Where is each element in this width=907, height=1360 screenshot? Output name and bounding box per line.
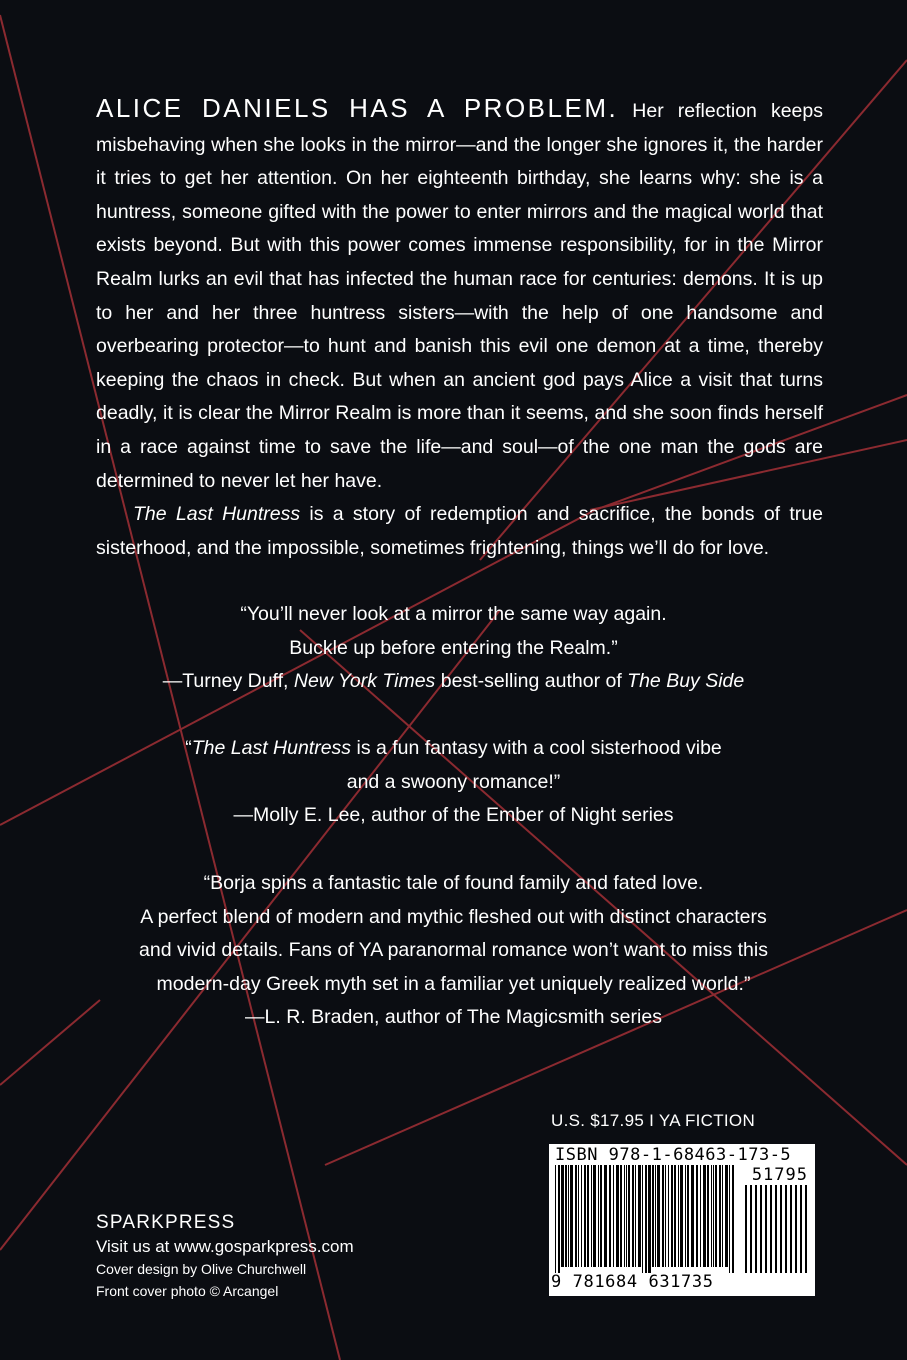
- barcode-addon-bar: [780, 1185, 782, 1273]
- barcode-addon-bar: [760, 1185, 762, 1273]
- barcode-bar: [587, 1165, 589, 1267]
- book-title-italic: The Last Huntress: [133, 503, 301, 526]
- barcode-addon-bar: [805, 1185, 807, 1273]
- barcode-bar: [732, 1165, 734, 1273]
- barcode-bar: [624, 1165, 625, 1267]
- barcode-bar: [565, 1165, 567, 1267]
- quote-line: Buckle up before entering the Realm.”: [289, 636, 618, 659]
- barcode-bar: [662, 1165, 664, 1267]
- barcode-bar: [665, 1165, 666, 1267]
- attribution-book-title: The Buy Side: [627, 670, 745, 693]
- quote-line: and a swoony romance!”: [346, 770, 561, 793]
- barcode-bar: [671, 1165, 673, 1267]
- quote-line: A perfect blend of modern and mythic fleshed out with distinct characters: [140, 905, 767, 928]
- endorsement-quote-braden: [60, 867, 847, 1035]
- attribution-name: —Turney Duff,: [162, 670, 294, 693]
- barcode-addon-bar: [790, 1185, 792, 1273]
- quote-line: modern-day Greek myth set in a familiar yet uniquely realized world.”: [156, 972, 751, 995]
- barcode-bar: [729, 1165, 730, 1273]
- barcode-addon-bar: [775, 1185, 777, 1273]
- barcode-addon-bar: [745, 1185, 747, 1273]
- barcode-bar: [655, 1165, 656, 1267]
- endorsement-quote-lee: [60, 732, 847, 833]
- blurb-paragraph-2: [96, 498, 823, 565]
- barcode-bar: [700, 1165, 701, 1267]
- blurb-paragraph-1: [96, 92, 823, 498]
- barcode-bar: [645, 1165, 647, 1273]
- quote-attribution: —Molly E. Lee, author of the Ember of Night series: [233, 804, 674, 827]
- blurb-summary-text: is a story of redemption and sacrifice, the bonds of true sisterhood, and the impossible, sometimes frightening, things we’ll do for love.: [96, 503, 823, 559]
- barcode-bar: [561, 1165, 564, 1267]
- barcode-addon-bar: [785, 1185, 787, 1273]
- barcode-bar: [642, 1165, 643, 1273]
- barcode-bar: [570, 1165, 573, 1267]
- barcode-bar: [613, 1165, 614, 1267]
- barcode-bar: [628, 1165, 630, 1267]
- barcode-bar: [657, 1165, 660, 1267]
- barcode-addon-bar: [765, 1185, 767, 1273]
- barcode-addon-bar: [770, 1185, 772, 1273]
- isbn-barcode: [549, 1144, 815, 1296]
- blurb-lead-heading: ALICE DANIELS HAS A PROBLEM.: [96, 93, 619, 123]
- cover-photo-credit: Front cover photo © Arcangel: [96, 1283, 279, 1299]
- barcode-bar: [581, 1165, 582, 1267]
- endorsement-quote-duff: [60, 598, 847, 699]
- barcode-bar: [635, 1165, 636, 1267]
- attribution-publication: New York Times: [293, 670, 436, 693]
- barcode-addon-bar: [755, 1185, 757, 1273]
- barcode-bar: [707, 1165, 709, 1267]
- quote-attribution: —L. R. Braden, author of The Magicsmith series: [245, 1006, 662, 1029]
- back-cover-blurb: [96, 92, 823, 565]
- barcode-bar: [674, 1165, 676, 1267]
- barcode-bar: [616, 1165, 619, 1267]
- barcode-bar: [691, 1165, 694, 1267]
- barcode-bar: [711, 1165, 712, 1267]
- barcode-bar: [575, 1165, 577, 1267]
- barcode-bar: [719, 1165, 721, 1267]
- barcode-bar: [568, 1165, 569, 1267]
- barcode-bar: [584, 1165, 586, 1267]
- open-quote-mark: “: [185, 737, 192, 759]
- barcode-bar: [626, 1165, 627, 1267]
- price-code: 51795: [751, 1165, 808, 1185]
- barcode-bar: [620, 1165, 622, 1267]
- barcode-bar: [600, 1165, 602, 1267]
- barcode-bar: [558, 1165, 560, 1273]
- quote-book-title: The Last Huntress: [191, 737, 352, 759]
- price-category-line: U.S. $17.95 I YA FICTION: [551, 1111, 756, 1130]
- publisher-url: Visit us at www.gosparkpress.com: [96, 1237, 354, 1256]
- barcode-bar: [696, 1165, 698, 1267]
- quote-attribution: [60, 665, 847, 699]
- barcode-bars: [553, 1165, 811, 1273]
- quote-line: and vivid details. Fans of YA paranormal romance won’t want to miss this: [139, 939, 768, 962]
- publisher-info: [96, 1210, 354, 1302]
- barcode-bar: [632, 1165, 634, 1267]
- barcode-addon-bar: [795, 1185, 797, 1273]
- barcode-bar: [703, 1165, 706, 1267]
- barcode-bar: [593, 1165, 596, 1267]
- barcode-bar: [713, 1165, 714, 1267]
- barcode-bar: [687, 1165, 689, 1267]
- quote-line: “You’ll never look at a mirror the same way again.: [240, 603, 667, 625]
- quote-line: “Borja spins a fantastic tale of found family and fated love.: [203, 872, 704, 894]
- barcode-bar: [638, 1165, 641, 1267]
- attribution-text: best-selling author of: [435, 670, 628, 693]
- isbn-number: ISBN 978-1-68463-173-5: [555, 1145, 792, 1165]
- barcode-bar: [591, 1165, 592, 1267]
- barcode-bar: [680, 1165, 683, 1267]
- barcode-bar: [722, 1165, 723, 1267]
- barcode-bar: [715, 1165, 717, 1267]
- barcode-bar: [652, 1165, 654, 1267]
- barcode-bar: [685, 1165, 686, 1267]
- blurb-body-text: Her reflection keeps misbehaving when she looks in the mirror—and the longer she ignores it, the harder it tries to get her attention. On her eighteenth birthday, she learns why: she is a huntress, someone gifted with the power to enter mirrors and the magical world that exists beyond. But with this power comes immense responsibility, for in the Mirror Realm lurks an evil that has infected the human race for centuries: demons. It is up to her and her three huntress sisters—with the help of one handsome and overbearing protector—to hunt and banish this evil one demon at a time, thereby keeping the chaos in check. But when an ancient god pays Alice a visit that turns deadly, it is clear the Mirror Realm is more than it seems, and she soon finds herself in a race against time to save the life—and soul—of the one man the gods are determined to never let her have.: [96, 100, 823, 492]
- ean-digits: 9 781684 631735: [551, 1272, 714, 1292]
- barcode-addon-bar: [750, 1185, 752, 1273]
- barcode-bar: [648, 1165, 651, 1273]
- barcode-bar: [678, 1165, 679, 1267]
- barcode-bar: [668, 1165, 669, 1267]
- barcode-bar: [604, 1165, 607, 1267]
- cover-design-credit: Cover design by Olive Churchwell: [96, 1261, 307, 1277]
- barcode-bar: [725, 1165, 728, 1267]
- barcode-bar: [609, 1165, 611, 1267]
- barcode-bar: [555, 1165, 556, 1273]
- quote-text: is a fun fantasy with a cool sisterhood vibe: [351, 737, 722, 759]
- barcode-bar: [598, 1165, 599, 1267]
- publisher-name: SPARKPRESS: [96, 1212, 236, 1233]
- barcode-addon-bar: [800, 1185, 802, 1273]
- barcode-bar: [578, 1165, 579, 1267]
- quote-line: [60, 732, 847, 766]
